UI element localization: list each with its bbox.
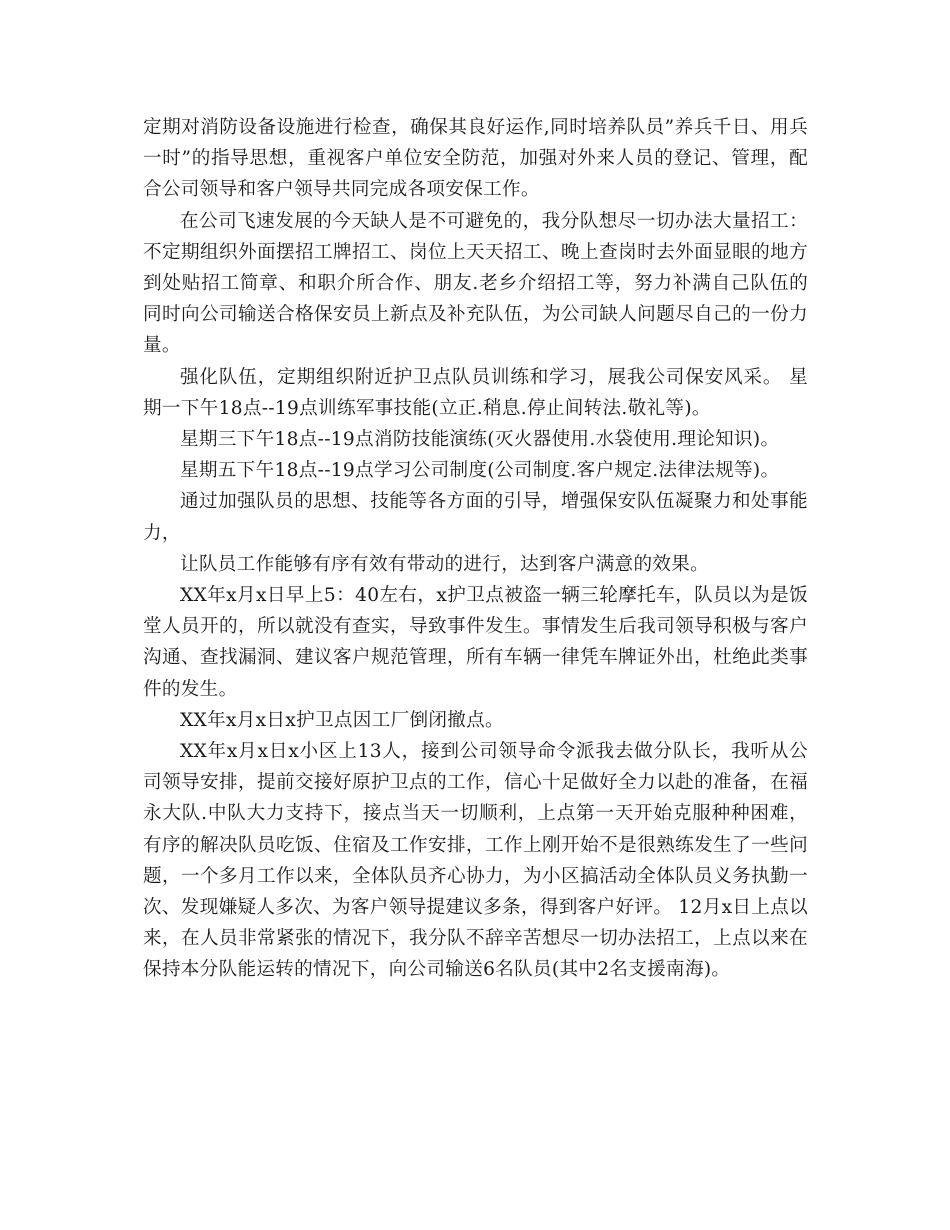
paragraph-7: 让队员工作能够有序有效有带动的进行，达到客户满意的效果。 xyxy=(180,553,710,575)
paragraph-10: XX年x月x日x小区上13人，接到公司领导命令派我去做分队长，我听从公司领导安排，提前交接好原护卫点的工作，信心十足做好全力以赴的准备，在福永大队.中队大力支持下，接点当天一切顺利，上点第一天开始克服种种困难，有序的解决队员吃饭、住宿及工作安排，工作上刚开始不是很熟练发生了一些问题，一个多月工作以来，全体队员齐心协力，为小区搞活动全体队员义务执勤一次、发现嫌疑人多次、为客户领导提建议多条，得到客户好评。 12月x日上点以来，在人员非常紧张的情况下，我分队不辞辛苦想尽一切办法招工，上点以来在保持本分队能运转的情况下，向公司输送6名队员(其中2名支援南海)。 xyxy=(143,741,808,981)
paragraph-2: 在公司飞速发展的今天缺人是不可避免的，我分队想尽一切办法大量招工：不定期组织外面摆招工牌招工、岗位上天天招工、晚上查岗时去外面显眼的地方到处贴招工简章、和职介所合作、朋友.老乡介绍招工等，努力补满自己队伍的同时向公司输送合格保安员上新点及补充队伍，为公司缺人问题尽自己的一份力量。 xyxy=(143,210,808,357)
paragraph-8: XX年x月x日早上5：40左右，x护卫点被盗一辆三轮摩托车，队员以为是饭堂人员开的，所以就没有查实，导致事件发生。事情发生后我司领导积极与客户沟通、查找漏洞、建议客户规范管理，所有车辆一律凭车牌证外出，杜绝此类事件的发生。 xyxy=(143,585,808,700)
paragraph-3: 强化队伍，定期组织附近护卫点队员训练和学习，展我公司保安风采。 星期一下午18点--19点训练军事技能(立正.稍息.停止间转法.敬礼等)。 xyxy=(143,366,808,419)
document-page xyxy=(143,112,808,986)
paragraph-9: XX年x月x日x护卫点因工厂倒闭撤点。 xyxy=(180,709,504,731)
paragraph-1: 定期对消防设备设施进行检查，确保其良好运作,同时培养队员”养兵千日、用兵一时”的指导思想，重视客户单位安全防范，加强对外来人员的登记、管理，配合公司领导和客户领导共同完成各项安保工作。 xyxy=(143,117,808,201)
paragraph-6: 通过加强队员的思想、技能等各方面的引导，增强保安队伍凝聚力和处事能力， xyxy=(143,491,808,544)
paragraph-5: 星期五下午18点--19点学习公司制度(公司制度.客户规定.法律法规等)。 xyxy=(180,460,780,482)
paragraph-4: 星期三下午18点--19点消防技能演练(灭火器使用.水袋使用.理论知识)。 xyxy=(180,429,780,451)
